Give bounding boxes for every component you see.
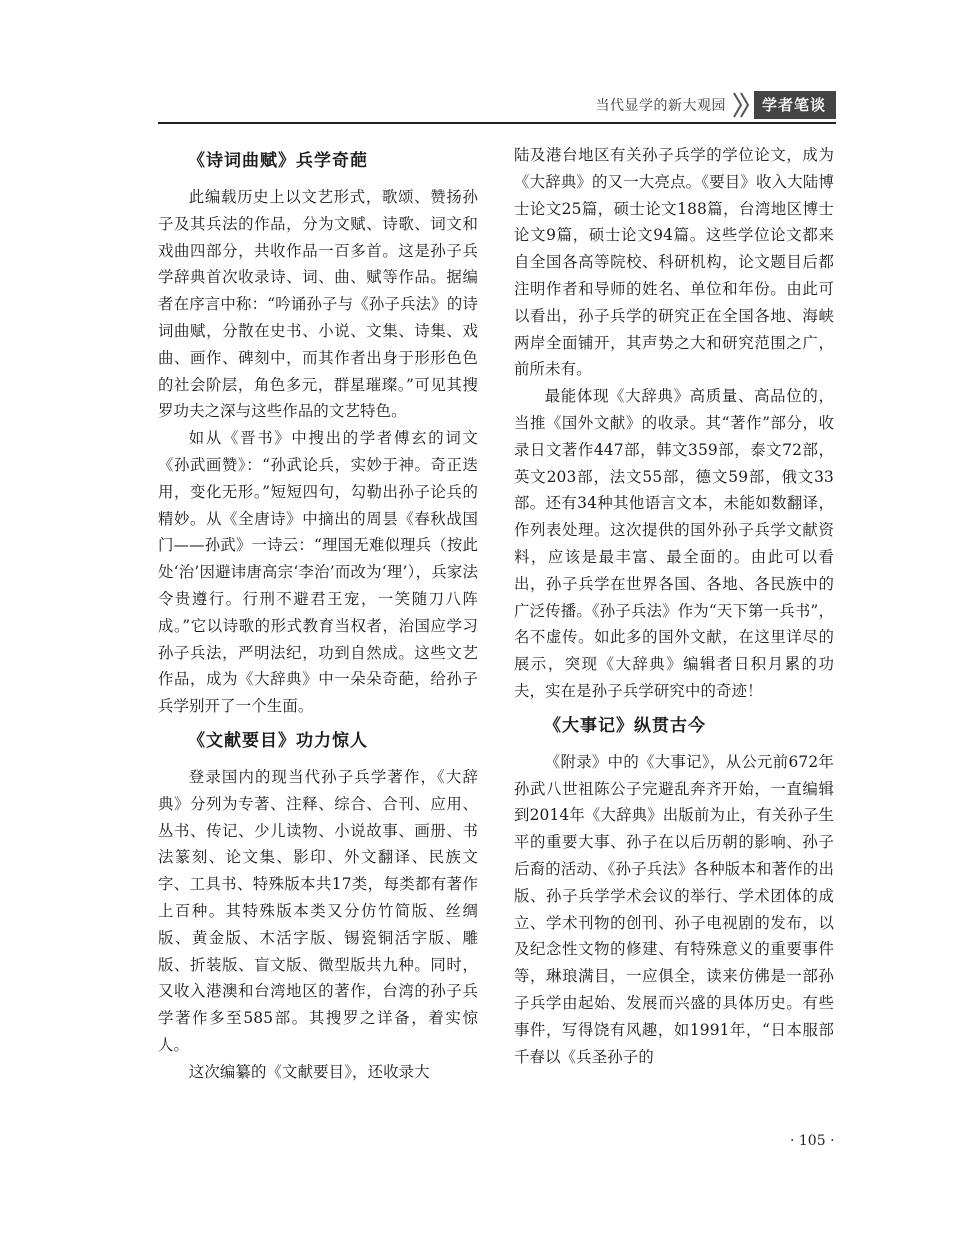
left-column bbox=[158, 142, 478, 1086]
paragraph: 这次编纂的《文献要目》，还收录大 bbox=[188, 1062, 430, 1081]
section-title-chronicle: 《大事记》纵贯古今 bbox=[544, 715, 706, 736]
paragraph-continued: 陆及港台地区有关孙子兵学的学位论文，成为《大辞典》的又一大亮点。《要目》收入大陆博士论文25篇，硕士论文188篇，台湾地区博士论文9篇，硕士论文94篇。这些学位论文都来自全国各高等院校、科研机构，论文题目后都注明作者和导师的姓名、单位和年份。由此可以看出，孙子兵学的研究正在全国各地、海峡两岸全面铺开，其声势之大和研究范围之广，前所未有。 bbox=[514, 146, 834, 379]
header-column-label: 学者笔谈 bbox=[754, 91, 836, 119]
double-chevron-icon bbox=[732, 91, 752, 119]
section-title-literature: 《文献要目》功力惊人 bbox=[188, 730, 368, 751]
header-section-title: 当代显学的新大观园 bbox=[595, 98, 726, 114]
section-title-poetry: 《诗词曲赋》兵学奇葩 bbox=[188, 151, 368, 171]
paragraph: 此编载历史上以文艺形式，歌颂、赞扬孙子及其兵法的作品，分为文赋、诗歌、词文和戏曲四部分，共收作品一百多首。这是孙子兵学辞典首次收录诗、词、曲、赋等作品。据编者在序言中称：“吟诵孙子与《孙子兵法》的诗词曲赋，分散在史书、小说、文集、诗集、戏曲、画作、碑刻中，而其作者出身于形形色色的社会阶层，角色多元，群星璀璨。”可见其搜罗功夫之深与这些作品的文艺特色。 bbox=[158, 188, 478, 421]
paragraph: 最能体现《大辞典》高质量、高品位的，当推《国外文献》的收录。其“著作”部分，收录日文著作447部，韩文359部，泰文72部，英文203部，法文55部，德文59部，俄文33部。还有34种其他语言文本，未能如数翻译，作列表处理。这次提供的国外孙子兵学文献资料，应该是最丰富、最全面的。由此可以看出，孙子兵学在世界各国、各地、各民族中的广泛传播。《孙子兵法》作为“天下第一兵书”，名不虚传。如此多的国外文献，在这里详尽的展示，突现《大辞典》编辑者日积月累的功夫，实在是孙子兵学研究中的奇迹！ bbox=[514, 387, 834, 700]
paragraph: 如从《晋书》中搜出的学者傅玄的词文《孙武画赞》：“孙武论兵，实妙于神。奇正迭用，变化无形。”短短四句，勾勒出孙子论兵的精妙。从《全唐诗》中摘出的周昙《春秋战国门——孙武》一诗云：“理国无难似理兵（按此处‘治’因避讳唐高宗‘李治’而改为‘理’），兵家法令贵遵行。行刑不避君王宠，一笑随刀八阵成。”它以诗歌的形式教育当权者，治国应学习孙子兵法，严明法纪，功到自然成。这些文艺作品，成为《大辞典》中一朵朵奇葩，给孙子兵学别开了一个生面。 bbox=[158, 429, 478, 716]
page-number: · 105 · bbox=[790, 1133, 835, 1149]
right-column bbox=[514, 142, 834, 1070]
header-rule bbox=[158, 122, 836, 124]
running-header bbox=[158, 88, 836, 122]
paragraph: 登录国内的现当代孙子兵学著作，《大辞典》分列为专著、注释、综合、合刊、应用、丛书、传记、少儿读物、小说故事、画册、书法篆刻、论文集、影印、外文翻译、民族文字、工具书、特殊版本共17类，每类都有著作上百种。其特殊版本类又分仿竹简版、丝绸版、黄金版、木活字版、锡瓷铜活字版、雕版、折装版、盲文版、微型版共九种。同时，又收入港澳和台湾地区的著作，台湾的孙子兵学著作多至585部。其搜罗之详备，着实惊人。 bbox=[158, 767, 478, 1054]
paragraph: 《附录》中的《大事记》，从公元前672年孙武八世祖陈公子完避乱奔齐开始，一直编辑到2014年《大辞典》出版前为止，有关孙子生平的重要大事、孙子在以后历朝的影响、孙子后裔的活动、《孙子兵法》各种版本和著作的出版、孙子兵学学术会议的举行、学术团体的成立、学术刊物的创刊、孙子电视剧的发布，以及纪念性文物的修建、有特殊意义的重要事件等，琳琅满目，一应俱全，读来仿佛是一部孙子兵学由起始、发展而兴盛的具体历史。有些事件，写得饶有风趣，如1991年，“日本服部千春以《兵圣孙子的 bbox=[514, 752, 834, 1066]
